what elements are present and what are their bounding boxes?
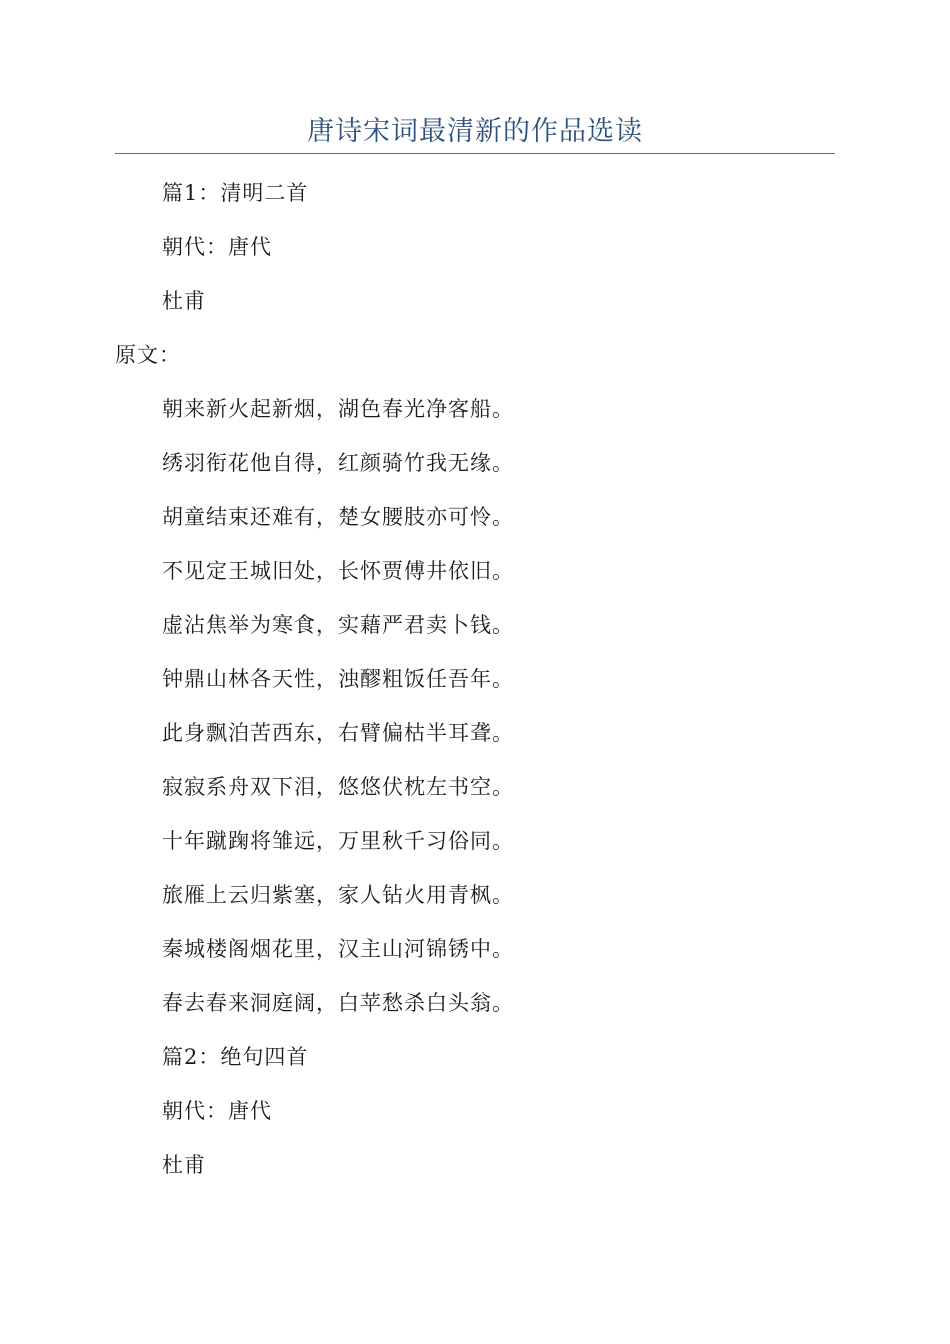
poem-line: 十年蹴踘将雏远，万里秋千习俗同。 (162, 829, 514, 853)
poem-line: 秦城楼阁烟花里，汉主山河锦锈中。 (162, 937, 514, 961)
poem-line: 不见定王城旧处，长怀贾傅井依旧。 (162, 559, 514, 583)
title-underline (115, 153, 835, 154)
author-line-1: 杜甫 (162, 289, 206, 313)
poem-line: 寂寂系舟双下泪，悠悠伏枕左书空。 (162, 775, 514, 799)
document-title: 唐诗宋词最清新的作品选读 (307, 116, 643, 147)
poem-line: 此身飘泊苦西东，右臂偏枯半耳聋。 (162, 721, 514, 745)
dynasty-line-2: 朝代：唐代 (162, 1099, 272, 1123)
poem-line: 朝来新火起新烟，湖色春光净客船。 (162, 397, 514, 421)
poem-line: 春去春来洞庭阔，白苹愁杀白头翁。 (162, 991, 514, 1015)
poem-line: 钟鼎山林各天性，浊醪粗饭任吾年。 (162, 667, 514, 691)
section-heading-2: 篇2：绝句四首 (162, 1045, 309, 1069)
poem-line: 旅雁上云归紫塞，家人钻火用青枫。 (162, 883, 514, 907)
poem-line: 虚沾焦举为寒食，实藉严君卖卜钱。 (162, 613, 514, 637)
dynasty-line-1: 朝代：唐代 (162, 235, 272, 259)
poem-line: 绣羽衔花他自得，红颜骑竹我无缘。 (162, 451, 514, 475)
poem-line: 胡童结束还难有，楚女腰肢亦可怜。 (162, 505, 514, 529)
original-text-label: 原文： (115, 343, 181, 367)
author-line-2: 杜甫 (162, 1153, 206, 1177)
section-heading-1: 篇1：清明二首 (162, 181, 309, 205)
